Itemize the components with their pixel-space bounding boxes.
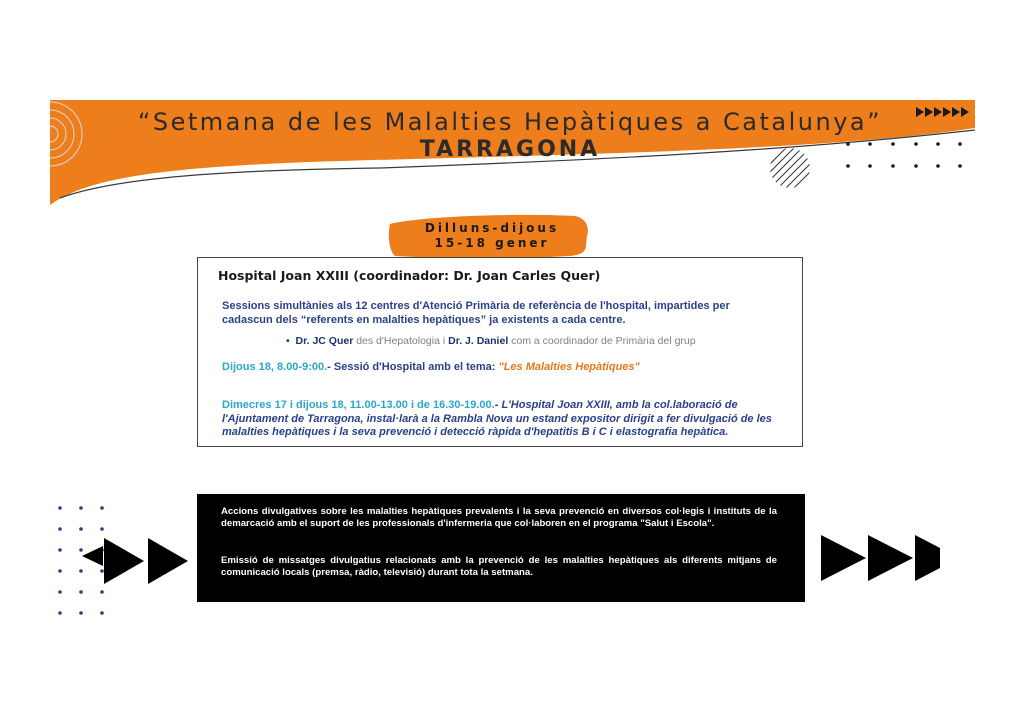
bullet-icon: • bbox=[286, 335, 296, 347]
thursday-time: Dijous 18, 8.00-9:00. bbox=[222, 361, 328, 373]
banner-title: “Setmana de les Malalties Hepàtiques a Catalunya” bbox=[137, 108, 883, 136]
wednesday-time: Dimecres 17 i dijous 18, 11.00-13.00 i de 16.30-19.00. bbox=[222, 399, 495, 411]
hospital-title: Hospital Joan XXIII (coordinador: Dr. Joan Carles Quer) bbox=[218, 268, 601, 283]
wednesday-text: - L'Hospital Joan XXIII, amb la col.laboració de l'Ajuntament de Tarragona, instal·larà a la Rambla Nova un estand expositor dirigit a fer divulgació de les malalties hepàtiques i la seva prevenció i detecció ràpida d'hepatitis B i C i elastografia hepàtica. bbox=[222, 399, 772, 438]
thursday-session bbox=[222, 361, 778, 375]
wednesday-session bbox=[222, 399, 778, 440]
coordinators-bullet bbox=[286, 335, 696, 347]
thursday-topic: "Les Malalties Hepàtiques" bbox=[498, 361, 640, 373]
coordinator-text-1: des d'Hepatologia i bbox=[353, 335, 449, 347]
play-arrows-icon bbox=[82, 538, 188, 584]
date-badge-line1: Dilluns-dijous bbox=[424, 221, 560, 235]
play-arrows-icon bbox=[821, 535, 940, 581]
banner-subtitle: TARRAGONA bbox=[419, 137, 601, 162]
coordinator-name-1: Dr. JC Quer bbox=[295, 335, 354, 347]
hospital-box bbox=[197, 257, 803, 447]
coordinator-name-2: Dr. J. Daniel bbox=[448, 335, 509, 347]
actions-box bbox=[197, 494, 805, 602]
actions-paragraph-1: Accions divulgatives sobre les malalties hepàtiques prevalents i la seva prevenció en diversos col·legis i instituts de la demarcació amb el suport de les professionals d'infermeria que col·laboren en el programa "Salut i Escola". bbox=[221, 506, 777, 529]
actions-paragraph-2: Emissió de missatges divulgatius relacionats amb la prevenció de les malalties hepàtiques als diferents mitjans de comunicació locals (premsa, ràdio, televisió) durant tota la setmana. bbox=[221, 555, 777, 578]
thursday-text: - Sessió d'Hospital amb el tema: bbox=[327, 361, 499, 373]
coordinator-text-2: com a coordinador de Primària del grup bbox=[508, 335, 696, 347]
date-badge-line2: 15-18 gener bbox=[434, 236, 550, 250]
sessions-paragraph: Sessions simultànies als 12 centres d'Atenció Primària de referència de l'hospital, impartides per cadascun dels “referents en malalties hepàtiques” ja existents a cada centre. bbox=[222, 300, 730, 326]
